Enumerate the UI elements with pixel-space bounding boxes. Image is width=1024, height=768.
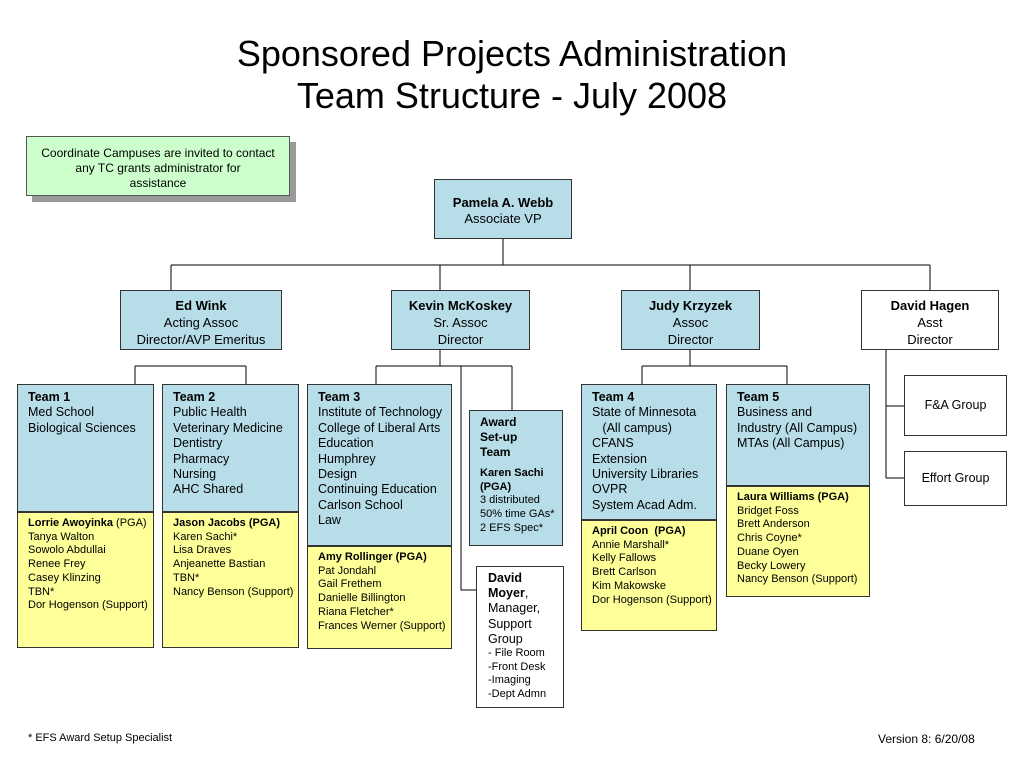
lead-name: David Hagen xyxy=(890,298,970,313)
staff-lead-name: Lorrie Awoyinka xyxy=(28,517,113,529)
note-line-1: Coordinate Campuses are invited to contact xyxy=(41,146,275,160)
staff-member: Danielle Billington xyxy=(318,592,406,605)
lead-box-ed-wink xyxy=(120,290,282,350)
staff-member: Dor Hogenson (Support) xyxy=(592,593,712,606)
team-area: Education xyxy=(318,436,374,451)
team-area: Continuing Education xyxy=(318,482,437,497)
staff-member: Bridget Foss xyxy=(737,504,799,517)
fa-group-label: F&A Group xyxy=(924,398,987,412)
lead-role-line: Director xyxy=(667,332,714,347)
team-area: Industry (All Campus) xyxy=(737,420,858,435)
team-area: Public Health xyxy=(173,405,247,420)
staff-lead-role: (PGA) xyxy=(112,517,147,529)
lead-role-line: Assoc xyxy=(672,315,709,330)
award-title-line: Set-up xyxy=(480,430,518,444)
award-person: Karen Sachi xyxy=(480,467,544,479)
team-area: Institute of Technology xyxy=(318,405,443,420)
version-label: Version 8: 6/20/08 xyxy=(878,732,975,746)
award-person-role: (PGA) xyxy=(480,480,512,493)
support-item: -Dept Admn xyxy=(488,688,547,701)
support-name-line-2 xyxy=(488,586,563,601)
effort-group-box xyxy=(904,451,1007,506)
connector-judy-teams xyxy=(642,349,787,384)
team-1-box xyxy=(17,384,154,512)
award-title-line: Award xyxy=(480,415,517,429)
staff-member: Pat Jondahl xyxy=(318,564,377,577)
team-area: OVPR xyxy=(592,482,628,497)
lead-role-line: Director/AVP Emeritus xyxy=(136,332,266,347)
staff-member: Kim Makowske xyxy=(592,579,666,592)
staff-member: Nancy Benson (Support) xyxy=(173,585,294,598)
page-title xyxy=(0,33,1024,117)
staff-member: April Coon (PGA) xyxy=(592,525,686,537)
team-area: College of Liberal Arts xyxy=(318,420,441,435)
staff-member: Jason Jacobs (PGA) xyxy=(173,517,280,529)
team-area: Business and xyxy=(737,405,813,420)
staff-member: Amy Rollinger (PGA) xyxy=(318,551,427,563)
award-setup-team-box xyxy=(469,410,563,546)
head-role: Associate VP xyxy=(464,211,542,226)
team-area: Pharmacy xyxy=(173,451,230,466)
note-line-3: assistance xyxy=(129,176,187,190)
footnote: * EFS Award Setup Specialist xyxy=(28,732,173,744)
staff-member: Renee Frey xyxy=(28,558,86,571)
team-3-staff xyxy=(307,546,452,649)
support-group-box xyxy=(476,566,564,708)
spacer xyxy=(480,460,562,467)
staff-member: Karen Sachi* xyxy=(173,530,238,543)
staff-member: Laura Williams (PGA) xyxy=(737,491,849,503)
team-5-staff xyxy=(726,486,870,597)
team-area: Design xyxy=(318,467,357,482)
staff-member: TBN* xyxy=(28,585,55,598)
team-area: Dentistry xyxy=(173,436,223,451)
staff-member: Sowolo Abdullai xyxy=(28,544,106,557)
lead-box-david-hagen xyxy=(861,290,999,350)
staff-member: Tanya Walton xyxy=(28,530,95,543)
team-area: Biological Sciences xyxy=(28,420,136,435)
team-name: Team 5 xyxy=(737,390,780,404)
lead-name: Ed Wink xyxy=(175,298,227,313)
staff-member: TBN* xyxy=(173,571,200,584)
support-item: - File Room xyxy=(488,647,545,660)
team-name: Team 1 xyxy=(28,390,71,404)
effort-group-label: Effort Group xyxy=(921,471,990,485)
team-area: Veterinary Medicine xyxy=(173,420,283,435)
lead-role-line: Director xyxy=(907,332,953,347)
staff-member: Frances Werner (Support) xyxy=(318,619,446,632)
support-surname: Moyer xyxy=(488,586,525,601)
team-1-staff xyxy=(17,512,154,648)
lead-box-kevin-mckoskey xyxy=(391,290,530,350)
staff-member: Duane Oyen xyxy=(737,545,799,558)
lead-name: Kevin McKoskey xyxy=(408,298,513,313)
head-name: Pamela A. Webb xyxy=(452,195,554,210)
support-role: Support xyxy=(488,616,532,631)
staff-member: Riana Fletcher* xyxy=(318,605,394,618)
staff-member: Nancy Benson (Support) xyxy=(737,573,858,586)
team-area: AHC Shared xyxy=(173,482,244,497)
lead-name: Judy Krzyzek xyxy=(648,298,733,313)
staff-member: Chris Coyne* xyxy=(737,532,802,545)
award-detail: 50% time GAs* xyxy=(480,508,555,521)
support-item: -Front Desk xyxy=(488,660,546,673)
lead-role-line: Sr. Assoc xyxy=(433,315,488,330)
team-area: Law xyxy=(318,513,341,528)
staff-member: Lisa Draves xyxy=(173,544,232,557)
team-5-box xyxy=(726,384,870,486)
lead-role-line: Asst xyxy=(917,315,943,330)
connector-ed-teams xyxy=(135,366,246,384)
note-line-2: any TC grants administrator for xyxy=(75,161,241,175)
support-name-comma: , xyxy=(524,586,529,601)
award-detail: 2 EFS Spec* xyxy=(480,521,543,534)
team-name: Team 2 xyxy=(173,390,216,404)
team-area: (All campus) xyxy=(592,420,672,435)
lead-box-judy-krzyzek xyxy=(621,290,760,350)
staff-member: Brett Anderson xyxy=(737,518,810,531)
team-area: Med School xyxy=(28,405,95,420)
head-box xyxy=(434,179,572,239)
staff-member: Annie Marshall* xyxy=(592,538,670,551)
team-4-box xyxy=(581,384,717,520)
team-name: Team 3 xyxy=(318,390,361,404)
team-area: University Libraries xyxy=(592,467,699,482)
team-name: Team 4 xyxy=(592,390,635,404)
fa-group-box xyxy=(904,375,1007,436)
connector-hagen-groups xyxy=(886,349,904,478)
title-line-1: Sponsored Projects Administration xyxy=(236,33,788,74)
staff-member: Casey Klinzing xyxy=(28,571,101,584)
team-area: Nursing xyxy=(173,467,217,482)
lead-role-line: Director xyxy=(437,332,484,347)
support-item: -Imaging xyxy=(488,674,531,687)
coordinate-campuses-note xyxy=(26,136,290,196)
team-4-staff xyxy=(581,520,717,631)
staff-member: Gail Frethem xyxy=(318,578,382,591)
team-area: CFANS xyxy=(592,436,634,451)
support-name-line: David xyxy=(488,571,523,585)
team-area: Carlson School xyxy=(318,497,403,512)
title-line-2: Team Structure - July 2008 xyxy=(296,75,728,116)
team-2-staff xyxy=(162,512,299,648)
support-role: Group xyxy=(488,631,523,646)
team-area: System Acad Adm. xyxy=(592,497,697,512)
team-area: MTAs (All Campus) xyxy=(737,436,845,451)
team-area: State of Minnesota xyxy=(592,405,697,420)
lead-role-line: Acting Assoc xyxy=(163,315,239,330)
staff-member: Kelly Fallows xyxy=(592,552,657,565)
team-2-box xyxy=(162,384,299,512)
team-area: Extension xyxy=(592,451,647,466)
staff-member xyxy=(28,517,153,531)
staff-member: Dor Hogenson (Support) xyxy=(28,599,148,612)
team-area: Humphrey xyxy=(318,451,376,466)
team-3-box xyxy=(307,384,452,546)
award-title-line: Team xyxy=(480,445,511,459)
award-detail: 3 distributed xyxy=(480,494,540,507)
support-role: Manager, xyxy=(488,601,541,616)
staff-member: Becky Lowery xyxy=(737,559,806,572)
staff-member: Brett Carlson xyxy=(592,566,657,579)
staff-member: Anjeanette Bastian xyxy=(173,558,266,571)
